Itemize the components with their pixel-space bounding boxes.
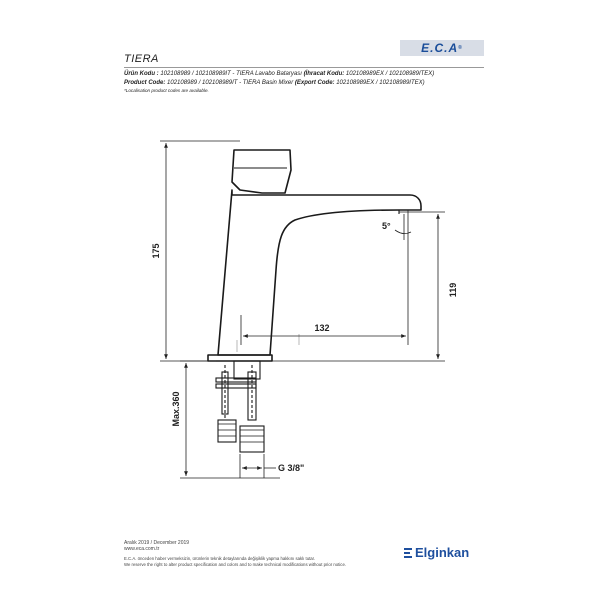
- dimension-thread: [240, 454, 276, 478]
- dim-max360-label: Max.360: [171, 391, 181, 427]
- footer-url[interactable]: www.eca.com.tr: [124, 546, 160, 552]
- dim-119-label: 119: [448, 282, 458, 298]
- dimension-total-height: [160, 141, 240, 361]
- elginkan-brand-text: Elginkan: [415, 545, 470, 560]
- dim-thread-label: G 3/8": [278, 463, 305, 473]
- export-code-tr-label: (İhracat Kodu:: [303, 71, 345, 77]
- eca-logo-text: E.C.A: [421, 41, 459, 55]
- supply-hoses: [216, 361, 264, 452]
- product-code-en-value: 102108989 / 102108989IT - TIERA Basin Mixer: [167, 79, 294, 86]
- dim-175-label: 175: [151, 243, 161, 259]
- elginkan-logo: [404, 545, 469, 560]
- faucet-shading: [237, 334, 299, 352]
- dimension-spout-height: [272, 212, 445, 361]
- disclaimer-tr: E.C.A. önceden haber vermeksizin, ürünlerin teknik detaylarında değişiklik yapma hakkını saklı tutar.: [124, 556, 316, 561]
- footer-date: Aralık 2019 / December 2019: [124, 540, 190, 546]
- product-title: TIERA: [124, 53, 159, 65]
- dim-132-label: 132: [314, 323, 330, 333]
- product-code-tr-label: Ürün Kodu :: [124, 71, 159, 77]
- dimension-angle: [395, 214, 411, 240]
- dim-angle-label: 5°: [382, 221, 391, 231]
- trademark-symbol: ®: [458, 45, 463, 51]
- product-code-en-label: Product Code:: [124, 79, 166, 86]
- export-code-tr-value: 102108989EX / 102108989ITEX): [345, 71, 435, 77]
- product-code-tr-value: 102108989 / 102108989IT - TIERA Lavabo Bataryası: [160, 71, 302, 77]
- export-code-en-value: 102108989EX / 102108989ITEX): [336, 79, 425, 86]
- localisation-footnote: *Localisation product codes are available.: [124, 88, 209, 94]
- disclaimer-en: We reserve the right to alter product specification and colors and to make technical modifications without prior notice.: [124, 562, 347, 567]
- elginkan-mark-icon: [404, 548, 412, 558]
- export-code-en-label: (Export Code:: [294, 79, 335, 86]
